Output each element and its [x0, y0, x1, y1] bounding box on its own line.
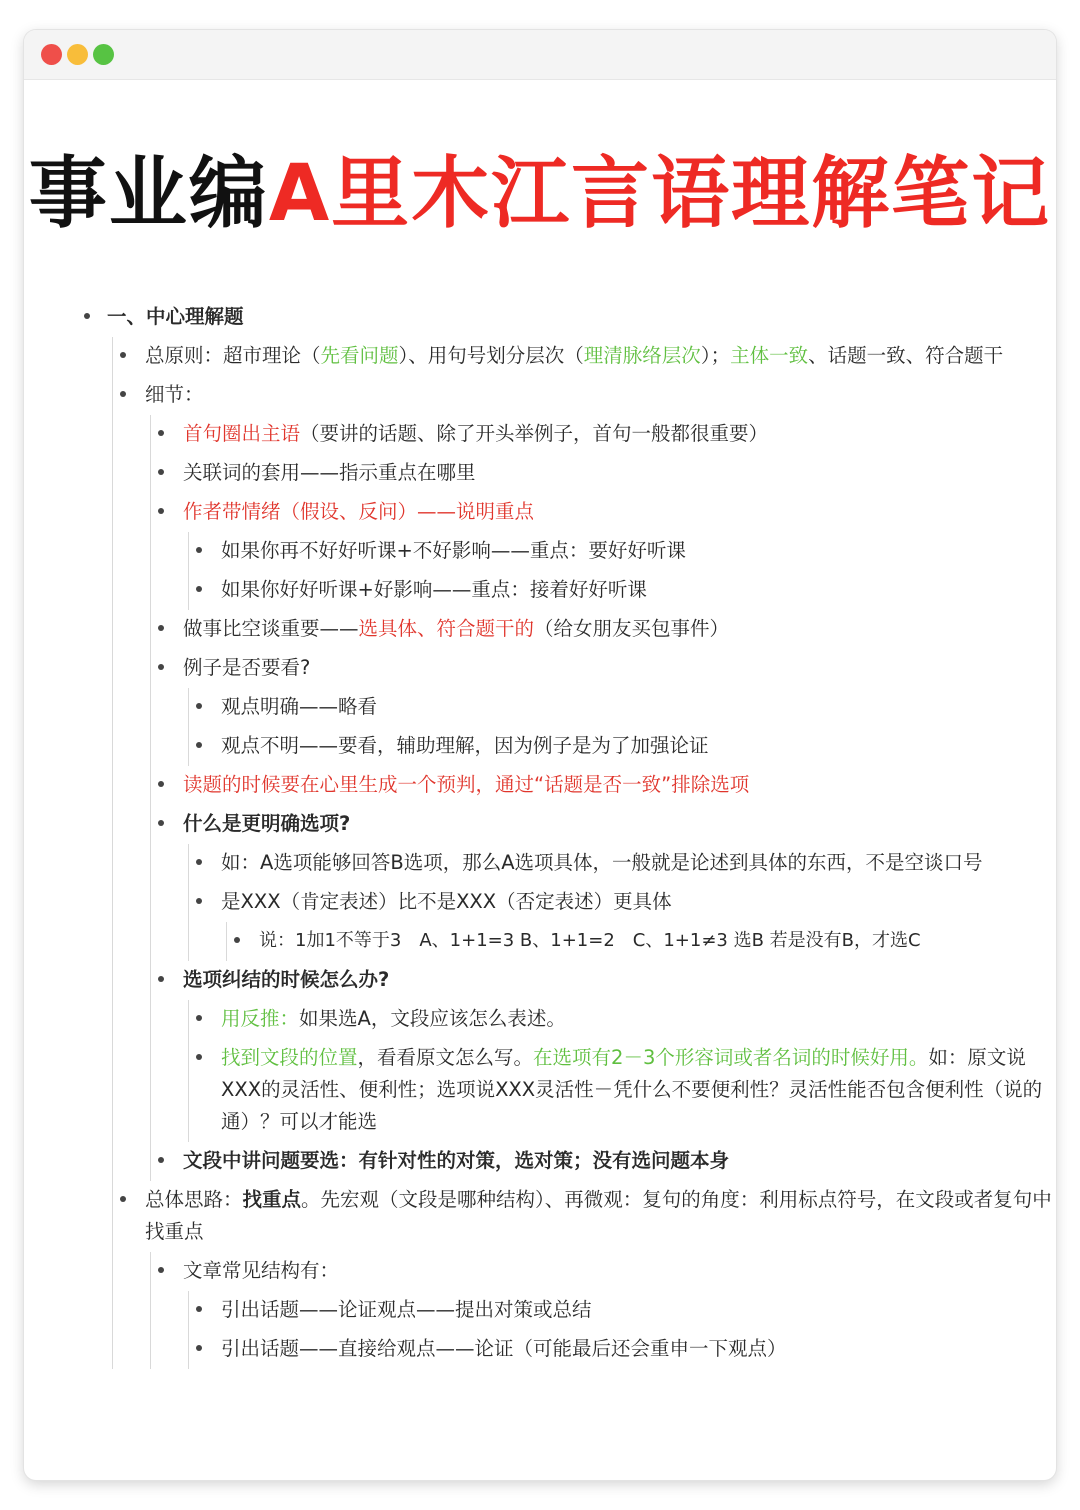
detail-5-sublist — [197, 688, 1056, 766]
sub-item — [221, 571, 1056, 610]
sub-item — [221, 727, 1056, 766]
section-heading: 一、中心理解题 — [107, 305, 244, 328]
detail-row-1 — [183, 415, 1056, 454]
detail-7-sub-1: 如：A选项能够回答B选项，那么A选项具体，一般就是论述到具体的东西，不是空谈口号 — [221, 851, 983, 874]
sub-item — [221, 1039, 1056, 1142]
detail-4-pre: 做事比空谈重要—— — [183, 617, 359, 640]
outline — [24, 298, 1056, 1369]
detail-row-8: 选项纠结的时候怎么办? — [183, 968, 390, 991]
structure-2: 引出话题——直接给观点——论证（可能最后还会重申一下观点） — [221, 1337, 787, 1360]
structure-item — [183, 1252, 1056, 1369]
minimize-window-button[interactable] — [67, 44, 88, 65]
title-main: A里木江言语理解笔记 — [268, 149, 1052, 239]
details-item — [145, 376, 1056, 1181]
detail-3-sub-1: 如果你再不好好听课+不好影响——重点：要好好听课 — [221, 539, 686, 562]
overall-bold: 找重点 — [242, 1188, 302, 1211]
principle-green-1: 先看问题 — [320, 344, 399, 367]
detail-item — [183, 805, 1056, 961]
detail-8-sub-1-green: 用反推： — [221, 1007, 300, 1030]
sub-sub-item — [259, 922, 1056, 961]
principle-item — [145, 337, 1056, 376]
detail-1-red: 首句圈出主语 — [183, 422, 301, 445]
principle-label: 总原则：超市理论（ — [145, 344, 321, 367]
detail-4-rest: （给女朋友买包事件） — [534, 617, 730, 640]
detail-7-sublist — [197, 844, 1056, 961]
detail-item — [183, 493, 1056, 610]
sub-item — [221, 532, 1056, 571]
detail-7-sub-2: 是XXX（肯定表述）比不是XXX（否定表述）更具体 — [221, 890, 672, 913]
close-window-button[interactable] — [41, 44, 62, 65]
details-label: 细节： — [145, 383, 204, 406]
detail-5-sub-1: 观点明确——略看 — [221, 695, 378, 718]
detail-8-sub-2-green-1: 找到文段的位置 — [221, 1046, 358, 1069]
overall-rest: 。先宏观（文段是哪种结构）、再微观：复句的角度：利用标点符号，在文段或者复句中找重点 — [145, 1188, 1052, 1243]
detail-8-sublist — [197, 1000, 1056, 1142]
detail-8-sub-1 — [221, 1000, 1056, 1039]
page-title — [24, 148, 1056, 242]
detail-8-sub-2 — [221, 1039, 1056, 1142]
detail-8-sub-2-rest: 如：原文说XXX的灵活性、便利性；选项说XXX灵活性－凭什么不要便利性？灵活性能否包含便利性（说的通）？可以才能选 — [221, 1046, 1043, 1133]
detail-row-9: 文段中讲问题要选：有针对性的对策，选对策；没有选问题本身 — [183, 1149, 730, 1172]
detail-row-4 — [183, 610, 1056, 649]
overall-list — [159, 1252, 1056, 1369]
structure-1: 引出话题——论证观点——提出对策或总结 — [221, 1298, 592, 1321]
principle-mid-1: ）、用句号划分层次（ — [398, 344, 584, 367]
structure-sublist — [197, 1291, 1056, 1369]
sub-item — [221, 1000, 1056, 1039]
sub-item — [221, 1291, 1056, 1330]
detail-row-6: 读题的时候要在心里生成一个预判，通过“话题是否一致”排除选项 — [183, 773, 750, 796]
principle-mid-2: ）； — [700, 344, 731, 367]
title-prefix: 事业编 — [28, 149, 269, 239]
detail-8-sub-1-rest: 如果选A，文段应该怎么表述。 — [299, 1007, 566, 1030]
detail-4-red: 选具体、符合题干的 — [358, 617, 535, 640]
detail-7-sub-2a: 说：1加1不等于3 A、1+1=3 B、1+1=2 C、1+1≠3 选B 若是没有B，才选C — [259, 930, 921, 951]
principle-tail: 、话题一致、符合题干 — [808, 344, 1004, 367]
principle-green-2: 理清脉络层次 — [583, 344, 701, 367]
overall-item — [145, 1181, 1056, 1369]
overall-row — [145, 1181, 1056, 1252]
detail-item — [183, 415, 1056, 454]
detail-item — [183, 766, 1056, 805]
title-bar — [24, 30, 1056, 80]
detail-8-sub-2-mid: ，看看原文怎么写。 — [357, 1046, 534, 1069]
sub-item — [221, 1330, 1056, 1369]
structure-label: 文章常见结构有： — [183, 1259, 340, 1282]
sub-item — [221, 883, 1056, 961]
zoom-window-button[interactable] — [93, 44, 114, 65]
detail-row-3: 作者带情绪（假设、反问）——说明重点 — [183, 500, 535, 523]
detail-3-sub-2: 如果你好好听课+好影响——重点：接着好好听课 — [221, 578, 647, 601]
detail-1-rest: （要讲的话题、除了开头举例子，首句一般都很重要） — [300, 422, 769, 445]
detail-8-sub-2-green-2: 在选项有2－3个形容词或者名词的时候好用。 — [533, 1046, 929, 1069]
detail-item — [183, 610, 1056, 649]
sub-item — [221, 688, 1056, 727]
detail-item — [183, 1142, 1056, 1181]
outline-level-1 — [107, 298, 1056, 1369]
principle-green-3: 主体一致 — [730, 344, 809, 367]
outline-level-2 — [121, 337, 1056, 1369]
detail-row-7: 什么是更明确选项? — [183, 812, 351, 835]
detail-row-2: 关联词的套用——指示重点在哪里 — [183, 461, 476, 484]
detail-5-sub-2: 观点不明——要看，辅助理解，因为例子是为了加强论证 — [221, 734, 709, 757]
detail-3-sublist — [197, 532, 1056, 610]
detail-item — [183, 649, 1056, 766]
sub-item — [221, 844, 1056, 883]
details-list — [159, 415, 1056, 1181]
detail-item — [183, 454, 1056, 493]
overall-pre: 总体思路： — [145, 1188, 243, 1211]
note-window — [24, 30, 1056, 1480]
section-item — [107, 298, 1056, 1369]
detail-row-5: 例子是否要看? — [183, 656, 311, 679]
detail-item — [183, 961, 1056, 1142]
principle-row — [145, 337, 1056, 376]
detail-7-sub-2-list — [235, 922, 1056, 961]
